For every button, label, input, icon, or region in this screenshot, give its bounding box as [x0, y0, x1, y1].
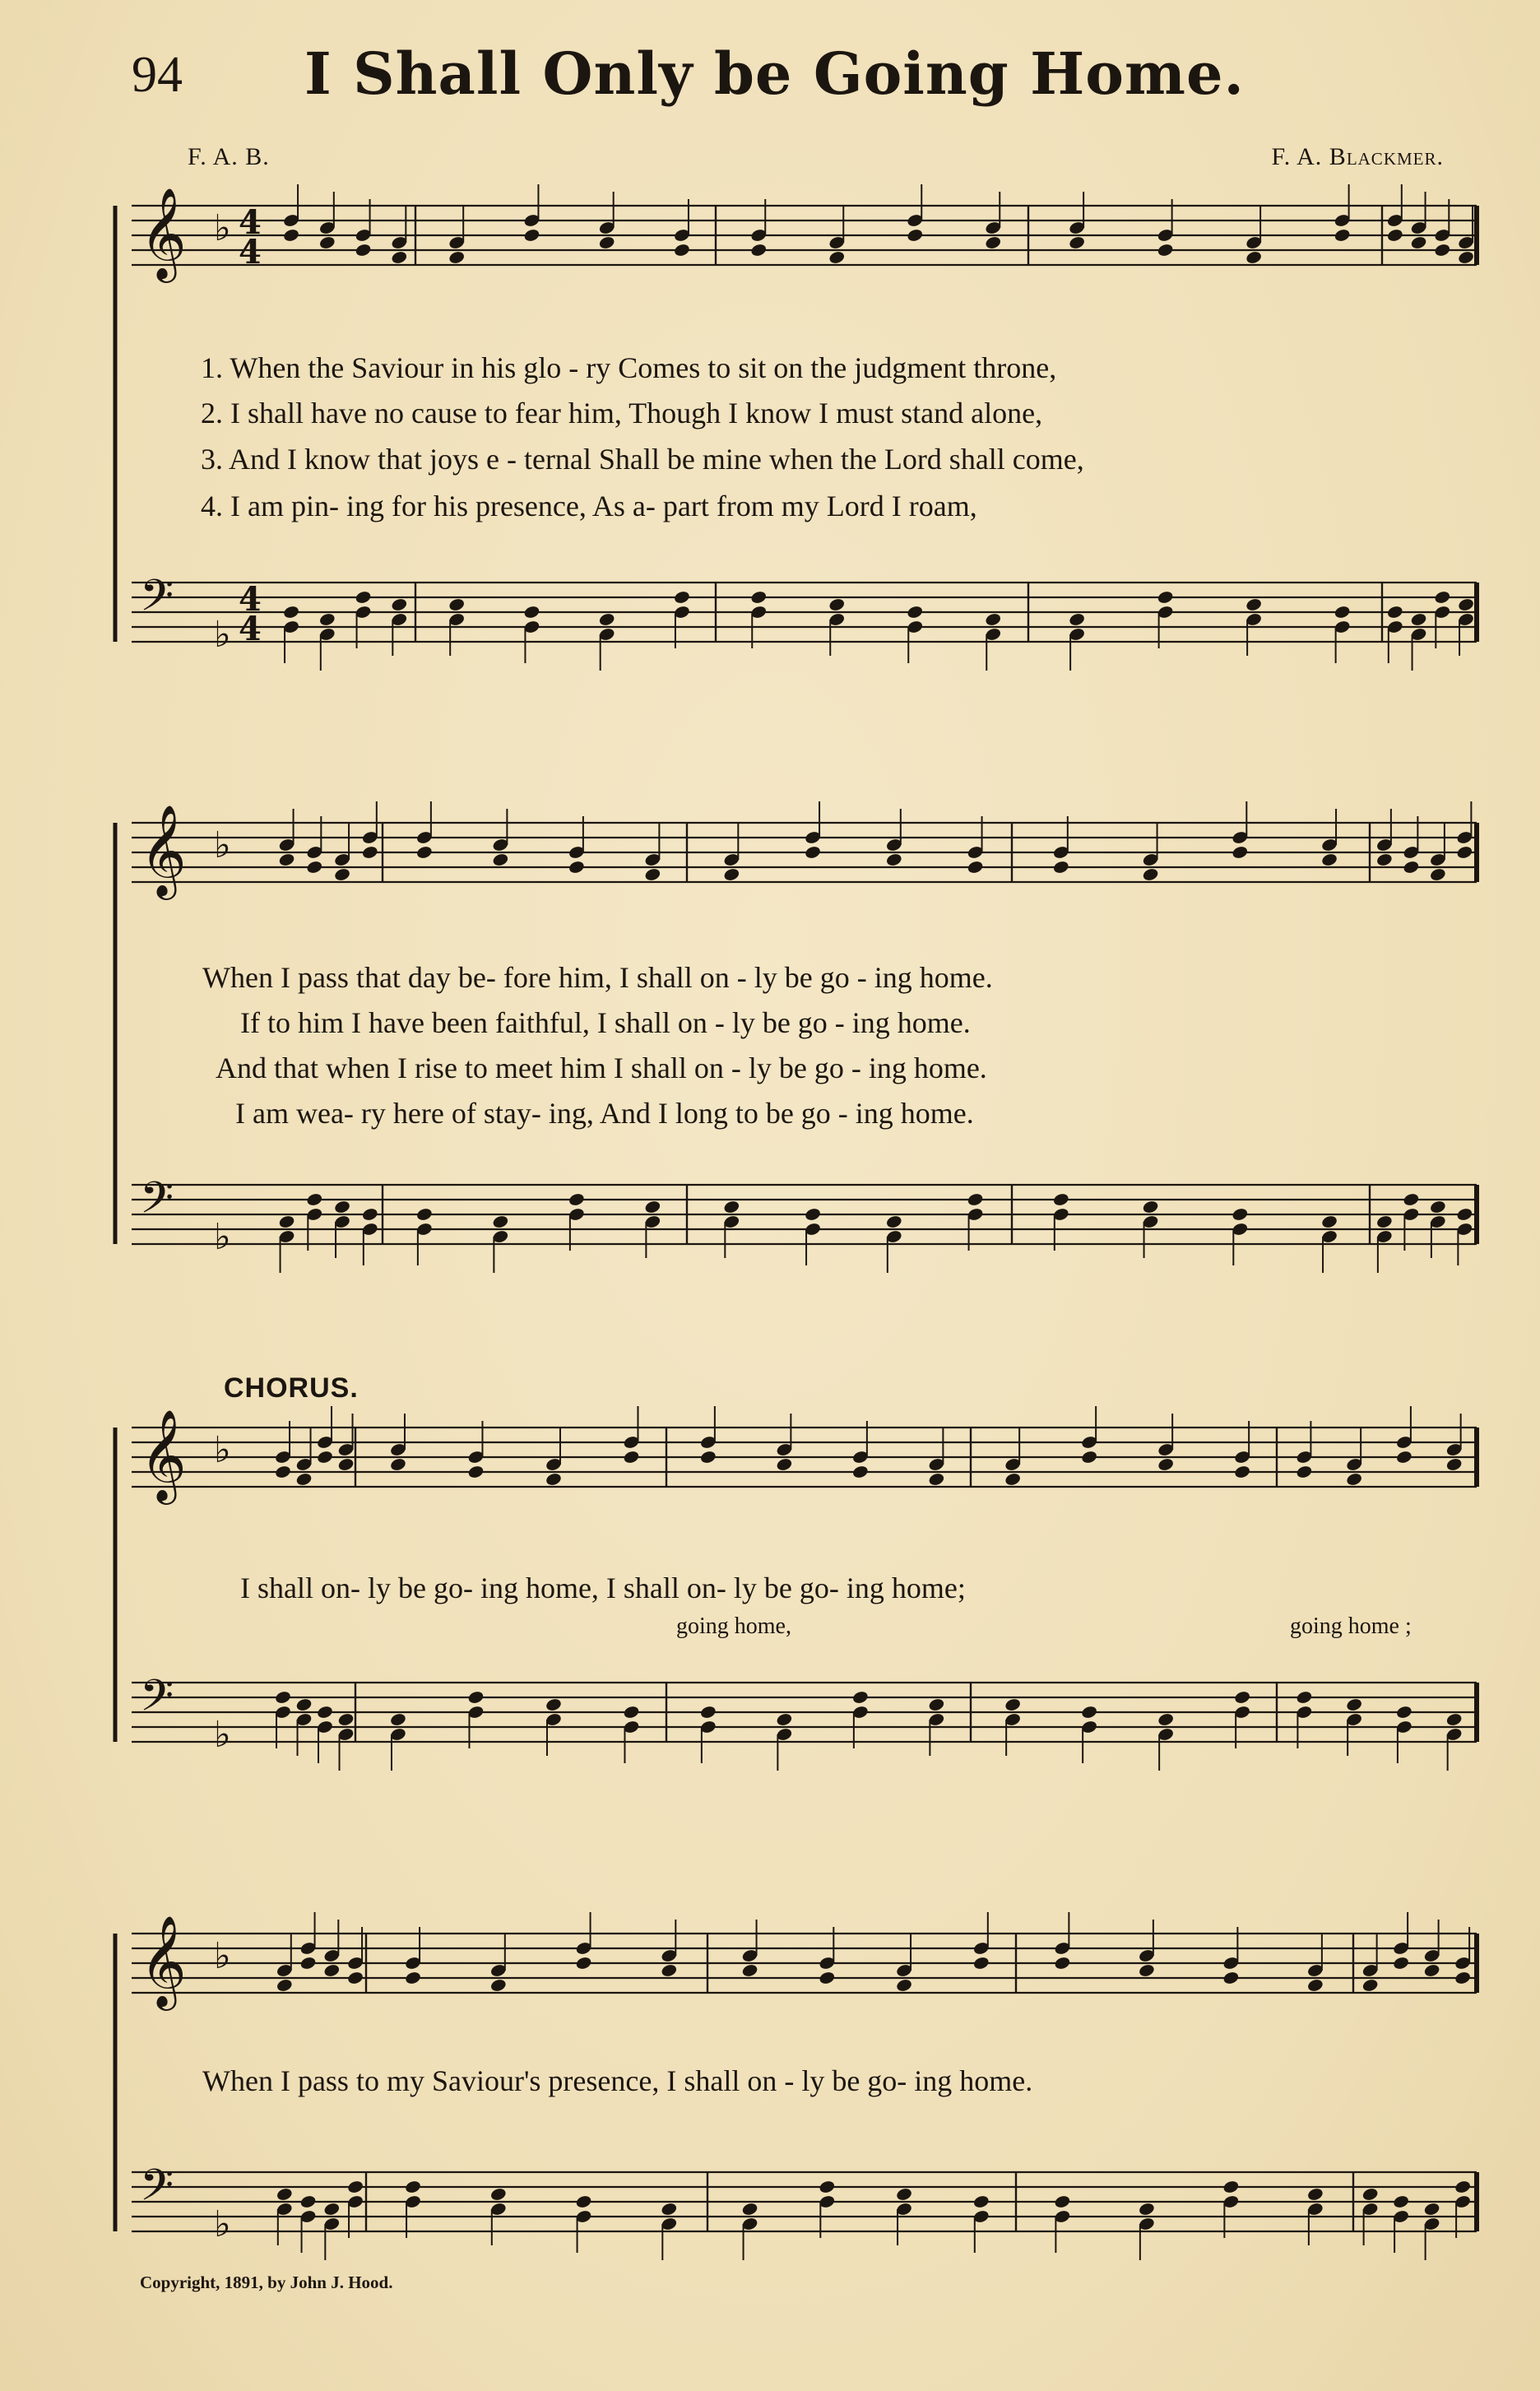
- verse-3-line-a: 3. And I know that joys e - ternal Shall be mine when the Lord shall come,: [201, 443, 1084, 476]
- bass-clef-icon: 𝄢: [140, 571, 174, 632]
- notehead: [1445, 1712, 1463, 1727]
- notehead: [1138, 2202, 1155, 2217]
- notehead: [1454, 1971, 1471, 1985]
- notehead: [972, 1956, 990, 1971]
- notehead: [575, 1956, 592, 1971]
- notehead: [644, 867, 661, 882]
- notehead: [391, 250, 408, 265]
- treble-clef-icon: 𝄞: [140, 1915, 187, 2007]
- notehead: [804, 845, 821, 860]
- notehead: [489, 1978, 507, 1993]
- flat-icon: ♭: [214, 824, 231, 866]
- time-signature: 4: [239, 233, 262, 272]
- verse-2-line-b: If to him I have been faithful, I shall on - ly be go - ing home.: [240, 1006, 971, 1039]
- notehead: [1345, 1697, 1362, 1712]
- notehead: [819, 2180, 836, 2194]
- notehead: [575, 2194, 592, 2209]
- notehead: [967, 860, 984, 875]
- notehead: [1454, 2180, 1471, 2194]
- notehead: [741, 1963, 758, 1978]
- treble-clef-icon: 𝄞: [140, 187, 187, 279]
- copyright-notice: Copyright, 1891, by John J. Hood.: [140, 2273, 393, 2292]
- notehead: [1345, 1472, 1362, 1487]
- notehead: [828, 250, 846, 265]
- notehead: [1233, 1465, 1250, 1479]
- notehead: [895, 2187, 912, 2202]
- notehead: [448, 250, 466, 265]
- flat-icon: ♭: [214, 1429, 231, 1471]
- notehead: [851, 1690, 869, 1705]
- notehead: [1245, 250, 1262, 265]
- notehead: [316, 1450, 333, 1465]
- notehead: [1395, 1705, 1412, 1720]
- notehead: [1004, 1697, 1021, 1712]
- verse-1-line-b: When I pass that day be- fore him, I shall on - ly be go - ing home.: [202, 961, 993, 994]
- notehead: [415, 845, 433, 860]
- bass-clef-icon: 𝄢: [140, 2161, 174, 2222]
- notehead: [750, 590, 768, 605]
- chorus-label: CHORUS.: [224, 1372, 359, 1404]
- notehead: [699, 1450, 717, 1465]
- notehead: [851, 1465, 869, 1479]
- notehead: [1386, 605, 1403, 620]
- notehead: [318, 612, 336, 627]
- notehead: [673, 590, 690, 605]
- notehead: [492, 852, 509, 867]
- notehead: [644, 1200, 661, 1214]
- hymn-title: I Shall Only be Going Home.: [304, 39, 1245, 108]
- notehead: [1457, 597, 1474, 612]
- notehead: [361, 845, 378, 860]
- notehead: [1142, 1200, 1159, 1214]
- notehead: [776, 1457, 793, 1472]
- notehead: [1233, 1690, 1250, 1705]
- flat-icon: ♭: [214, 1714, 231, 1756]
- notehead: [623, 1450, 640, 1465]
- notehead: [1052, 860, 1069, 875]
- notehead: [389, 1457, 406, 1472]
- page-number: 94: [132, 47, 183, 103]
- notehead: [1445, 1457, 1463, 1472]
- notehead: [337, 1712, 355, 1727]
- notehead: [318, 235, 336, 250]
- notehead: [1334, 605, 1351, 620]
- notehead: [1306, 1978, 1324, 1993]
- notehead: [1403, 1192, 1420, 1207]
- notehead: [523, 605, 540, 620]
- notehead: [337, 1457, 355, 1472]
- notehead: [299, 1956, 317, 1971]
- treble-clef-icon: 𝄞: [140, 1409, 187, 1501]
- notehead: [278, 852, 295, 867]
- time-signature: 4: [239, 610, 262, 648]
- staff: [132, 1409, 1477, 1505]
- notehead: [389, 1712, 406, 1727]
- notehead: [1456, 1207, 1473, 1222]
- staff: [132, 1671, 1477, 1742]
- notehead: [907, 605, 924, 620]
- notehead: [282, 228, 299, 243]
- notehead: [415, 1207, 433, 1222]
- notehead: [598, 612, 615, 627]
- notehead: [1429, 867, 1446, 882]
- notehead: [1375, 852, 1393, 867]
- notehead: [1334, 228, 1351, 243]
- notehead: [1157, 243, 1174, 258]
- notehead: [1434, 243, 1451, 258]
- notehead: [489, 2187, 507, 2202]
- notehead: [907, 228, 924, 243]
- notehead: [333, 867, 350, 882]
- notehead: [1403, 860, 1420, 875]
- notehead: [1361, 1978, 1379, 1993]
- notehead: [346, 1971, 364, 1985]
- chorus-echo-1: going home,: [676, 1613, 791, 1639]
- notehead: [828, 597, 846, 612]
- notehead: [1054, 2194, 1071, 2209]
- notehead: [295, 1472, 313, 1487]
- notehead: [1410, 612, 1427, 627]
- chorus-echo-2: going home ;: [1290, 1613, 1412, 1639]
- notehead: [1392, 2194, 1409, 2209]
- notehead: [448, 597, 466, 612]
- notehead: [985, 235, 1002, 250]
- notehead: [1245, 597, 1262, 612]
- notehead: [1320, 852, 1338, 867]
- notehead: [1232, 845, 1249, 860]
- notehead: [819, 1971, 836, 1985]
- flat-icon: ♭: [214, 1935, 231, 1977]
- notehead: [1054, 1956, 1071, 1971]
- notehead: [1068, 612, 1085, 627]
- notehead: [967, 1192, 984, 1207]
- notehead: [1222, 2180, 1240, 2194]
- notehead: [523, 228, 540, 243]
- notehead: [568, 1192, 585, 1207]
- notehead: [661, 1963, 678, 1978]
- treble-clef-icon: 𝄞: [140, 804, 187, 896]
- notehead: [282, 605, 299, 620]
- notehead: [323, 2202, 341, 2217]
- flat-icon: ♭: [214, 1216, 231, 1258]
- notehead: [699, 1705, 717, 1720]
- flat-icon: ♭: [214, 207, 231, 249]
- notehead: [355, 243, 372, 258]
- bass-clef-icon: 𝄢: [140, 1173, 174, 1234]
- flat-icon: ♭: [214, 614, 231, 656]
- notehead: [391, 597, 408, 612]
- notehead: [598, 235, 615, 250]
- notehead: [985, 612, 1002, 627]
- notehead: [1080, 1450, 1097, 1465]
- notehead: [1306, 2187, 1324, 2202]
- notehead: [804, 1207, 821, 1222]
- notehead: [404, 1971, 421, 1985]
- notehead: [723, 867, 740, 882]
- notehead: [723, 1200, 740, 1214]
- staff: [132, 1915, 1477, 2011]
- notehead: [306, 860, 323, 875]
- notehead: [346, 2180, 364, 2194]
- notehead: [1423, 2202, 1440, 2217]
- notehead: [1410, 235, 1427, 250]
- notehead: [276, 1978, 293, 1993]
- notehead: [1157, 1712, 1174, 1727]
- notehead: [885, 852, 902, 867]
- notehead: [1320, 1214, 1338, 1229]
- notehead: [1296, 1690, 1313, 1705]
- notehead: [885, 1214, 902, 1229]
- notehead: [568, 860, 585, 875]
- staff: [132, 804, 1477, 900]
- time-signature: 4: [239, 580, 262, 619]
- notehead: [895, 1978, 912, 1993]
- composer-credit: F. A. Blackmer.: [1271, 143, 1444, 170]
- notehead: [1142, 867, 1159, 882]
- notehead: [1457, 250, 1474, 265]
- notehead: [306, 1192, 323, 1207]
- notehead: [1157, 1457, 1174, 1472]
- notehead: [1157, 590, 1174, 605]
- notehead: [278, 1214, 295, 1229]
- notehead: [1456, 845, 1473, 860]
- notehead: [355, 590, 372, 605]
- notehead: [316, 1705, 333, 1720]
- notehead: [545, 1472, 562, 1487]
- notehead: [928, 1472, 945, 1487]
- verse-1-line-a: 1. When the Saviour in his glo - ry Comes to sit on the judgment throne,: [201, 351, 1057, 384]
- notehead: [276, 2187, 293, 2202]
- notehead: [404, 2180, 421, 2194]
- notehead: [1386, 228, 1403, 243]
- time-signature: 4: [239, 203, 262, 242]
- notehead: [1375, 1214, 1393, 1229]
- notehead: [1395, 1450, 1412, 1465]
- notehead: [1296, 1465, 1313, 1479]
- notehead: [776, 1712, 793, 1727]
- notehead: [1392, 1956, 1409, 1971]
- notehead: [274, 1690, 291, 1705]
- notehead: [928, 1697, 945, 1712]
- notehead: [1222, 1971, 1240, 1985]
- notehead: [492, 1214, 509, 1229]
- flat-icon: ♭: [214, 2203, 231, 2245]
- notehead: [1004, 1472, 1021, 1487]
- notehead: [1434, 590, 1451, 605]
- verse-4-line-a: 4. I am pin- ing for his presence, As a- part from my Lord I roam,: [201, 490, 977, 522]
- notehead: [299, 2194, 317, 2209]
- notehead: [1361, 2187, 1379, 2202]
- notehead: [323, 1963, 341, 1978]
- notehead: [333, 1200, 350, 1214]
- notehead: [361, 1207, 378, 1222]
- notehead: [972, 2194, 990, 2209]
- notehead: [467, 1465, 485, 1479]
- verse-3-line-b: And that when I rise to meet him I shall on - ly be go - ing home.: [216, 1052, 987, 1084]
- notehead: [741, 2202, 758, 2217]
- staff: [132, 1173, 1477, 1244]
- notehead: [467, 1690, 485, 1705]
- chorus-lyric-line: I shall on- ly be go- ing home, I shall on- ly be go- ing home;: [240, 1572, 966, 1604]
- notehead: [1232, 1207, 1249, 1222]
- notehead: [274, 1465, 291, 1479]
- notehead: [1429, 1200, 1446, 1214]
- notehead: [1138, 1963, 1155, 1978]
- notehead: [295, 1697, 313, 1712]
- notehead: [750, 243, 768, 258]
- notehead: [1052, 1192, 1069, 1207]
- chorus-final-line: When I pass to my Saviour's presence, I shall on - ly be go- ing home.: [202, 2064, 1033, 2097]
- notehead: [673, 243, 690, 258]
- notehead: [1068, 235, 1085, 250]
- notehead: [623, 1705, 640, 1720]
- notehead: [545, 1697, 562, 1712]
- verse-4-line-b: I am wea- ry here of stay- ing, And I long to be go - ing home.: [235, 1097, 974, 1130]
- bass-clef-icon: 𝄢: [140, 1671, 174, 1732]
- verse-2-line-a: 2. I shall have no cause to fear him, Though I know I must stand alone,: [201, 397, 1043, 429]
- notehead: [1080, 1705, 1097, 1720]
- notehead: [661, 2202, 678, 2217]
- lyricist-credit: F. A. B.: [188, 143, 270, 170]
- notehead: [1423, 1963, 1440, 1978]
